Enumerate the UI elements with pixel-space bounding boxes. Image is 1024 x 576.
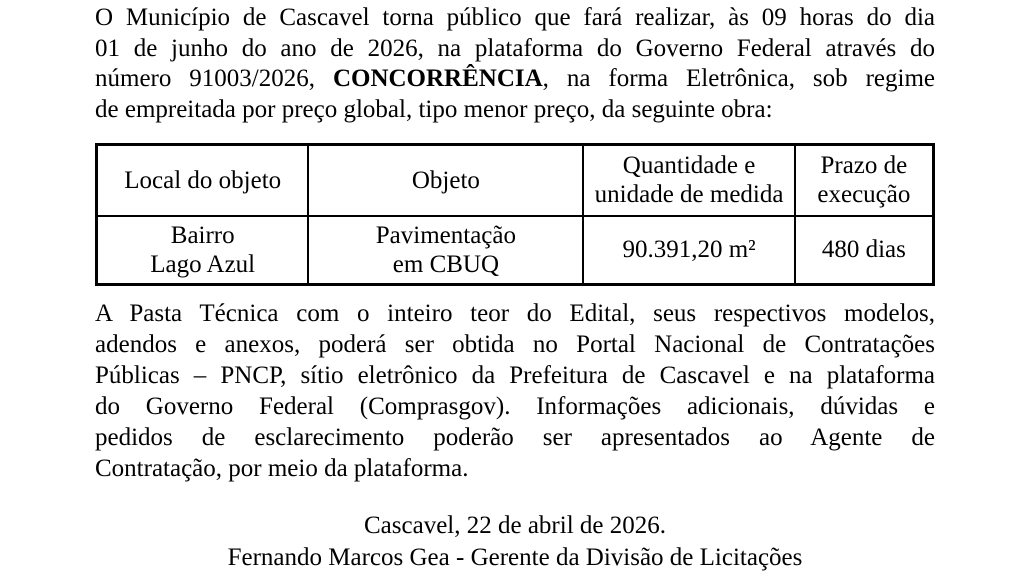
outro-line-2: adendos e anexos, poderá ser obtida no Portal Nacional de Contratações	[95, 331, 935, 358]
table-row	[97, 216, 934, 285]
intro-line-2: 01 de junho do ano de 2026, na plataforma do Governo Federal através do	[95, 34, 935, 62]
header-quantidade: Quantidade e unidade de medida	[583, 145, 794, 216]
intro-line-3-suffix: , na forma Eletrônica, sob regime	[542, 65, 935, 92]
header-local: Local do objeto	[97, 145, 309, 216]
outro-line-4: do Governo Federal (Comprasgov). Informações adicionais, dúvidas e	[95, 393, 935, 420]
outro-line-1: A Pasta Técnica com o inteiro teor do Edital, seus respectivos modelos,	[95, 300, 935, 327]
cell-local: Bairro Lago Azul	[97, 216, 309, 285]
intro-line-3-prefix: número 91003/2026,	[95, 65, 333, 92]
intro-line-3	[95, 64, 935, 95]
outro-line-3: Públicas – PNCP, sítio eletrônico da Prefeitura de Cascavel e na plataforma	[95, 362, 935, 389]
modalidade-concorrencia: CONCORRÊNCIA	[332, 65, 543, 92]
outro-paragraph	[95, 299, 935, 485]
cell-quantidade: 90.391,20 m²	[583, 216, 794, 285]
intro-line-4: de empreitada por preço global, tipo menor preço, da seguinte obra:	[95, 95, 773, 123]
obra-table	[95, 143, 935, 286]
signer-line: Fernando Marcos Gea - Gerente da Divisão de Licitações	[227, 544, 803, 571]
cell-objeto: Pavimentação em CBUQ	[308, 216, 583, 285]
header-prazo: Prazo de execução	[795, 145, 934, 216]
cell-prazo: 480 dias	[795, 216, 934, 285]
intro-paragraph	[95, 3, 935, 125]
intro-line-1: O Município de Cascavel torna público que fará realizar, às 09 horas do dia	[95, 4, 935, 31]
table-header-row	[97, 145, 934, 216]
city-date: Cascavel, 22 de abril de 2026.	[364, 512, 666, 539]
outro-line-6: Contratação, por meio da plataforma.	[95, 455, 469, 482]
outro-line-5: pedidos de esclarecimento poderão ser apresentados ao Agente de	[95, 424, 935, 451]
header-objeto: Objeto	[308, 145, 583, 216]
